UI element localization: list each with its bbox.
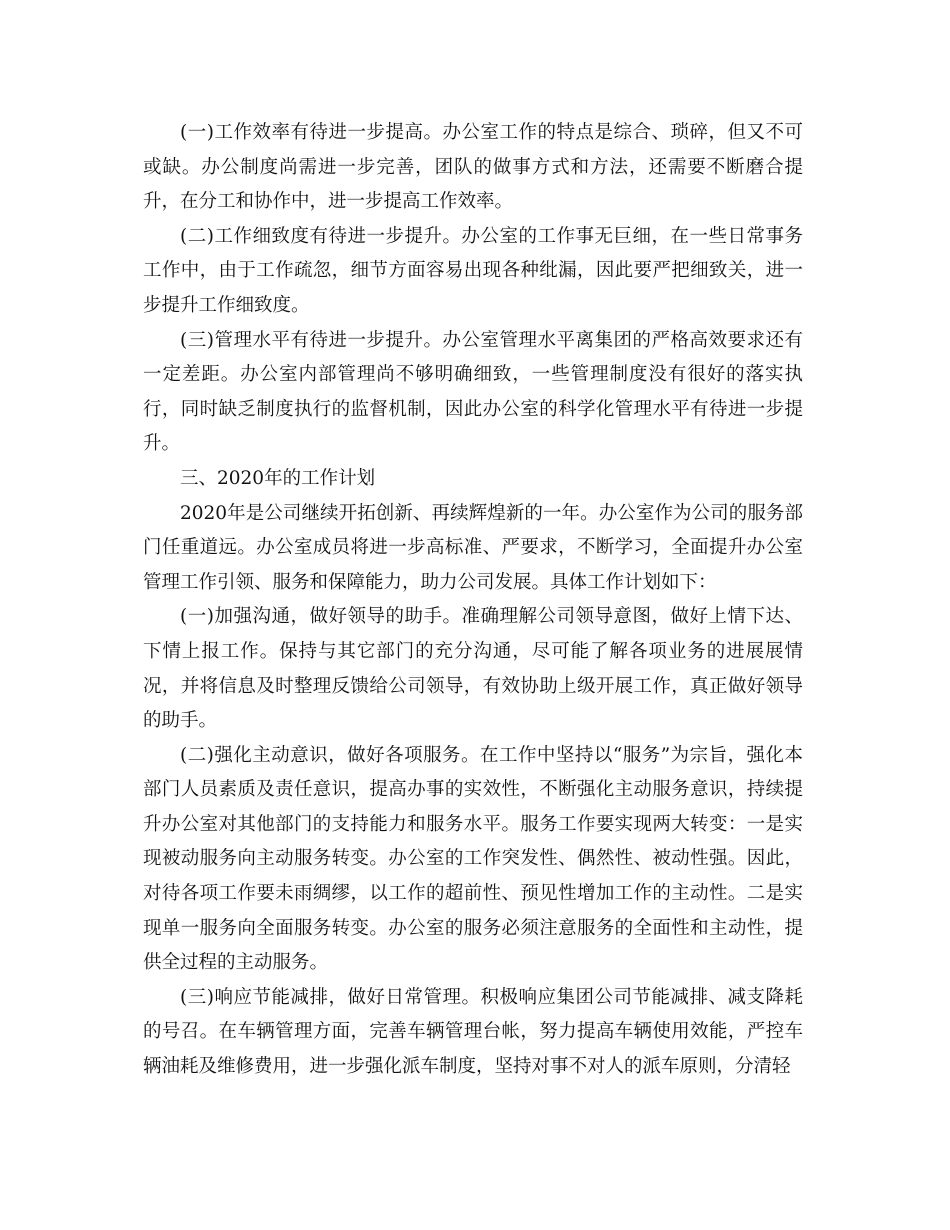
section-heading-work-plan: 三、2020年的工作计划 [180,467,376,489]
paragraph-management: (三)管理水平有待进一步提升。办公室管理水平离集团的严格高效要求还有一定差距。办公室内部管理尚不够明确细致，一些管理制度没有很好的落实执行，同时缺乏制度执行的监督机制，因此办公室的科学化管理水平有待进一步提升。 [143,329,803,455]
paragraph-energy-saving: (三)响应节能减排，做好日常管理。积极响应集团公司节能减排、减支降耗的号召。在车辆管理方面，完善车辆管理台帐，努力提高车辆使用效能，严控车辆油耗及维修费用，进一步强化派车制度，坚持对事不对人的派车原则，分清轻 [143,986,803,1078]
paragraph-service: (二)强化主动意识，做好各项服务。在工作中坚持以“服务”为宗旨，强化本部门人员素质及责任意识，提高办事的实效性，不断强化主动服务意识，持续提升办公室对其他部门的支持能力和服务水平。服务工作要实现两大转变：一是实现被动服务向主动服务转变。办公室的工作突发性、偶然性、被动性强。因此，对待各项工作要未雨绸缪，以工作的超前性、预见性增加工作的主动性。二是实现单一服务向全面服务转变。办公室的服务必须注意服务的全面性和主动性，提供全过程的主动服务。 [143,744,803,974]
paragraph-efficiency: (一)工作效率有待进一步提高。办公室工作的特点是综合、琐碎，但又不可或缺。办公制度尚需进一步完善，团队的做事方式和方法，还需要不断磨合提升，在分工和协作中，进一步提高工作效率。 [143,122,803,213]
document-body [143,116,803,1085]
paragraph-plan-intro: 2020年是公司继续开拓创新、再续辉煌新的一年。办公室作为公司的服务部门任重道远。办公室成员将进一步高标准、严要求，不断学习，全面提升办公室管理工作引领、服务和保障能力，助力公司发展。具体工作计划如下： [143,502,803,593]
paragraph-communication: (一)加强沟通，做好领导的助手。准确理解公司领导意图，做好上情下达、下情上报工作。保持与其它部门的充分沟通，尽可能了解各项业务的进展展情况，并将信息及时整理反馈给公司领导，有效协助上级开展工作，真正做好领导的助手。 [143,606,803,732]
paragraph-detail: (二)工作细致度有待进一步提升。办公室的工作事无巨细，在一些日常事务工作中，由于工作疏忽，细节方面容易出现各种纰漏，因此要严把细致关，进一步提升工作细致度。 [143,225,803,316]
